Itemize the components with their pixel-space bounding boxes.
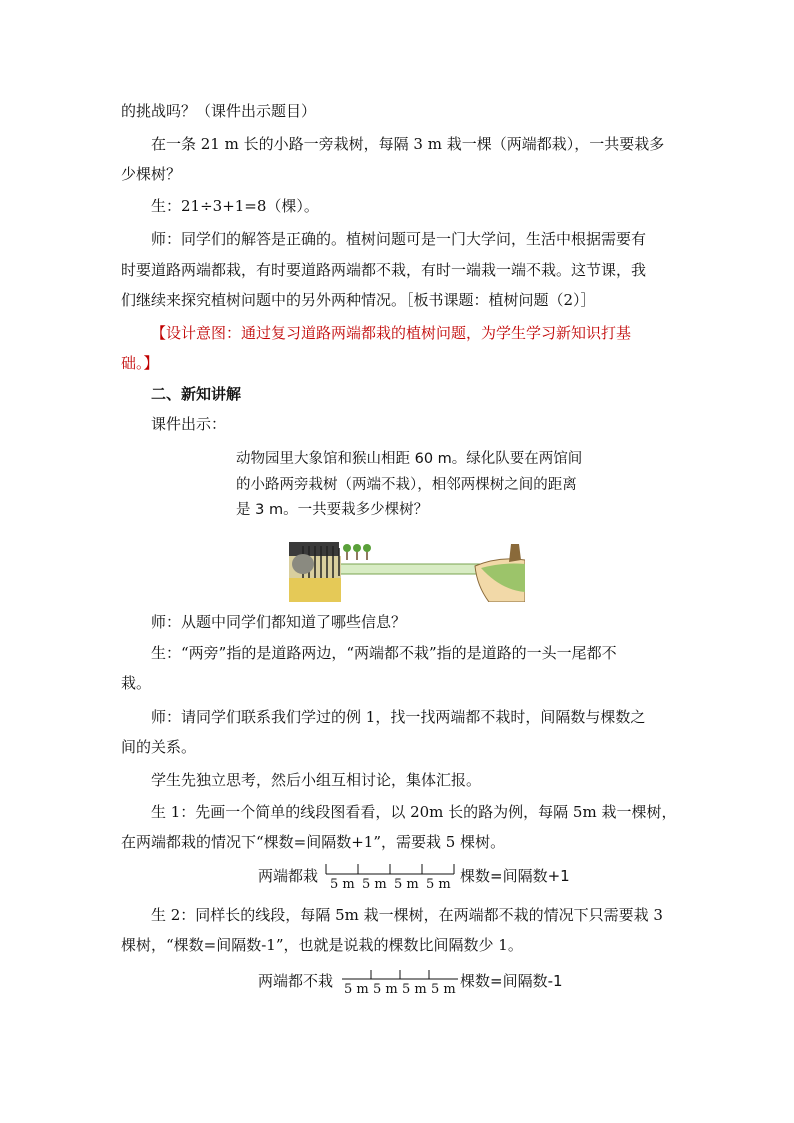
paragraph-line: 的挑战吗？（课件出示题目） (121, 102, 317, 120)
monkey-hill-rock (509, 544, 521, 562)
paragraph-line: 间的关系。 (121, 738, 197, 756)
paragraph-line: 时要道路两端都栽，有时要道路两端都不栽，有时一端栽一端不栽。这节课，我 (121, 261, 647, 279)
tree-icon (363, 544, 371, 560)
segment-label: 5 m (402, 982, 427, 997)
problem-line: 是 3 m。一共要栽多少棵树？ (236, 502, 429, 518)
paragraph-line: 师：同学们的解答是正确的。植树问题可是一门大学问，生活中根据需要有 (151, 230, 647, 248)
segment-label: 5 m (344, 982, 369, 997)
paragraph-line: 棵树，“棵数=间隔数-1”，也就是说栽的棵数比间隔数少 1。 (121, 936, 523, 954)
paragraph-line: 在两端都栽的情况下“棵数=间隔数+1”，需要栽 5 棵树。 (121, 833, 506, 851)
diagram2-label: 两端都不栽 (258, 972, 334, 990)
problem-line: 动物园里大象馆和猴山相距 60 m。绿化队要在两馆间 (236, 451, 583, 467)
paragraph-line: 生 1：先画一个简单的线段图看看，以 20m 长的路为例，每隔 5m 栽一棵树， (151, 803, 677, 821)
paragraph-line: 栽。 (121, 674, 152, 692)
zoo-illustration (289, 538, 525, 602)
paragraph-line: 师：从题中同学们都知道了哪些信息？ (151, 613, 407, 631)
paragraph-line: 少棵树？ (121, 165, 182, 183)
diagram2-formula: 棵数=间隔数-1 (460, 972, 563, 990)
diagram2-line (340, 967, 460, 981)
road-shape (329, 564, 489, 574)
diagram1-label: 两端都栽 (258, 867, 319, 885)
section-heading: 二、新知讲解 (151, 385, 242, 403)
tree-icon (343, 544, 351, 560)
paragraph-line: 生 2：同样长的线段，每隔 5m 栽一棵树，在两端都不栽的情况下只需要栽 3 (151, 906, 663, 924)
segment-label: 5 m (431, 982, 456, 997)
segment-label: 5 m (330, 877, 355, 892)
paragraph-line: 们继续来探究植树问题中的另外两种情况。［板书课题：植树问题（2）］ (121, 291, 596, 309)
elephant-icon (292, 554, 314, 574)
paragraph-line: 生：21÷3+1=8（棵）。 (151, 197, 319, 215)
diagram1-line (324, 862, 456, 876)
paragraph-line: 师：请同学们联系我们学过的例 1，找一找两端都不栽时，间隔数与棵数之 (151, 708, 646, 726)
paragraph-line: 学生先独立思考，然后小组互相讨论，集体汇报。 (151, 771, 482, 789)
design-intent-text: 础。】 (121, 354, 159, 372)
paragraph-line: 生：“两旁”指的是道路两边，“两端都不栽”指的是道路的一头一尾都不 (151, 644, 617, 662)
paragraph-line: 课件出示： (151, 415, 227, 433)
segment-label: 5 m (362, 877, 387, 892)
paragraph-line: 在一条 21 m 长的小路一旁栽树，每隔 3 m 栽一棵（两端都栽），一共要栽多 (151, 135, 665, 153)
segment-label: 5 m (426, 877, 451, 892)
segment-label: 5 m (373, 982, 398, 997)
segment-label: 5 m (394, 877, 419, 892)
problem-line: 的小路两旁栽树（两端不栽），相邻两棵树之间的距离 (236, 477, 577, 493)
diagram1-formula: 棵数=间隔数+1 (460, 867, 570, 885)
tree-icon (353, 544, 361, 560)
elephant-house-roof (289, 542, 339, 556)
design-intent-text: 【设计意图：通过复习道路两端都栽的植树问题，为学生学习新知识打基 (151, 324, 632, 342)
